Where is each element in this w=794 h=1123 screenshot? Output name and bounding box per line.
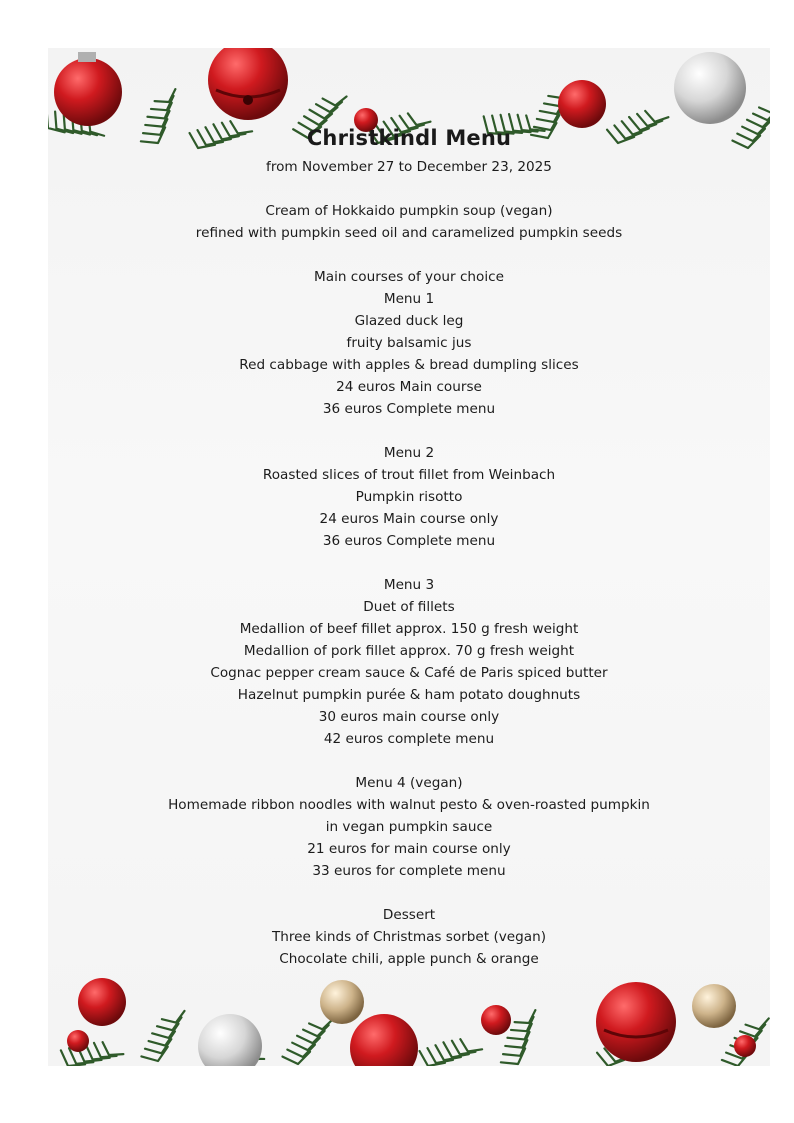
menu-card bbox=[48, 48, 770, 1066]
menu-line: refined with pumpkin seed oil and caramelized pumpkin seeds bbox=[195, 225, 623, 241]
menu-line: Red cabbage with apples & bread dumpling slices bbox=[239, 357, 579, 373]
gold-bauble-icon bbox=[692, 984, 736, 1028]
menu-line: fruity balsamic jus bbox=[346, 335, 472, 351]
menu-line: 30 euros main course only bbox=[318, 709, 500, 725]
menu-line: Duet of fillets bbox=[363, 599, 455, 615]
menu-line: Cognac pepper cream sauce & Café de Paris spiced butter bbox=[210, 665, 608, 681]
menu-line: 36 euros Complete menu bbox=[322, 401, 496, 417]
menu-line: Dessert bbox=[382, 907, 436, 923]
menu-line: Menu 3 bbox=[383, 577, 435, 593]
small-red-bauble-icon bbox=[734, 1035, 756, 1057]
menu-2-section bbox=[48, 442, 770, 552]
menu-1-section bbox=[48, 266, 770, 420]
bottom-christmas-decoration bbox=[48, 956, 770, 1066]
menu-line: Pumpkin risotto bbox=[355, 489, 463, 505]
menu-4-section bbox=[48, 772, 770, 882]
menu-line: Three kinds of Christmas sorbet (vegan) bbox=[271, 929, 547, 945]
silver-bauble-icon bbox=[674, 52, 746, 124]
menu-3-section bbox=[48, 574, 770, 750]
red-bauble-icon bbox=[350, 1014, 418, 1066]
menu-line: Menu 4 (vegan) bbox=[355, 775, 463, 791]
menu-line: Medallion of beef fillet approx. 150 g fresh weight bbox=[239, 621, 579, 637]
menu-line: 36 euros Complete menu bbox=[322, 533, 496, 549]
menu-line: Roasted slices of trout fillet from Weinbach bbox=[262, 467, 556, 483]
starter-section bbox=[48, 200, 770, 244]
red-bauble-icon bbox=[54, 58, 122, 126]
red-jingle-bell-icon bbox=[596, 982, 676, 1062]
gold-bauble-icon bbox=[320, 980, 364, 1024]
menu-line: Medallion of pork fillet approx. 70 g fresh weight bbox=[243, 643, 575, 659]
menu-line: 21 euros for main course only bbox=[307, 841, 511, 857]
small-red-bauble-icon bbox=[67, 1030, 89, 1052]
glitter-red-bauble-icon bbox=[558, 80, 606, 128]
menu-line: 42 euros complete menu bbox=[323, 731, 495, 747]
menu-line: Main courses of your choice bbox=[314, 269, 504, 285]
red-jingle-bell-icon bbox=[208, 48, 288, 120]
menu-title: Christkindl Menu bbox=[306, 126, 512, 150]
menu-line: Chocolate chili, apple punch & orange bbox=[279, 951, 539, 967]
menu-line: 24 euros Main course bbox=[336, 379, 482, 395]
menu-line: Glazed duck leg bbox=[354, 313, 464, 329]
menu-line: 33 euros for complete menu bbox=[312, 863, 506, 879]
menu-line: Hazelnut pumpkin purée & ham potato doughnuts bbox=[237, 687, 581, 703]
glitter-red-bauble-icon bbox=[78, 978, 126, 1026]
menu-line: Cream of Hokkaido pumpkin soup (vegan) bbox=[265, 203, 553, 219]
small-red-bauble-icon bbox=[481, 1005, 511, 1035]
menu-line: 24 euros Main course only bbox=[319, 511, 499, 527]
menu-line: Menu 2 bbox=[383, 445, 435, 461]
menu-dates: from November 27 to December 23, 2025 bbox=[266, 159, 552, 175]
menu-line: Homemade ribbon noodles with walnut pesto & oven-roasted pumpkin bbox=[168, 797, 650, 813]
menu-text bbox=[48, 126, 770, 970]
menu-line: Menu 1 bbox=[383, 291, 435, 307]
menu-line: in vegan pumpkin sauce bbox=[325, 819, 493, 835]
silver-bauble-icon bbox=[198, 1014, 262, 1066]
